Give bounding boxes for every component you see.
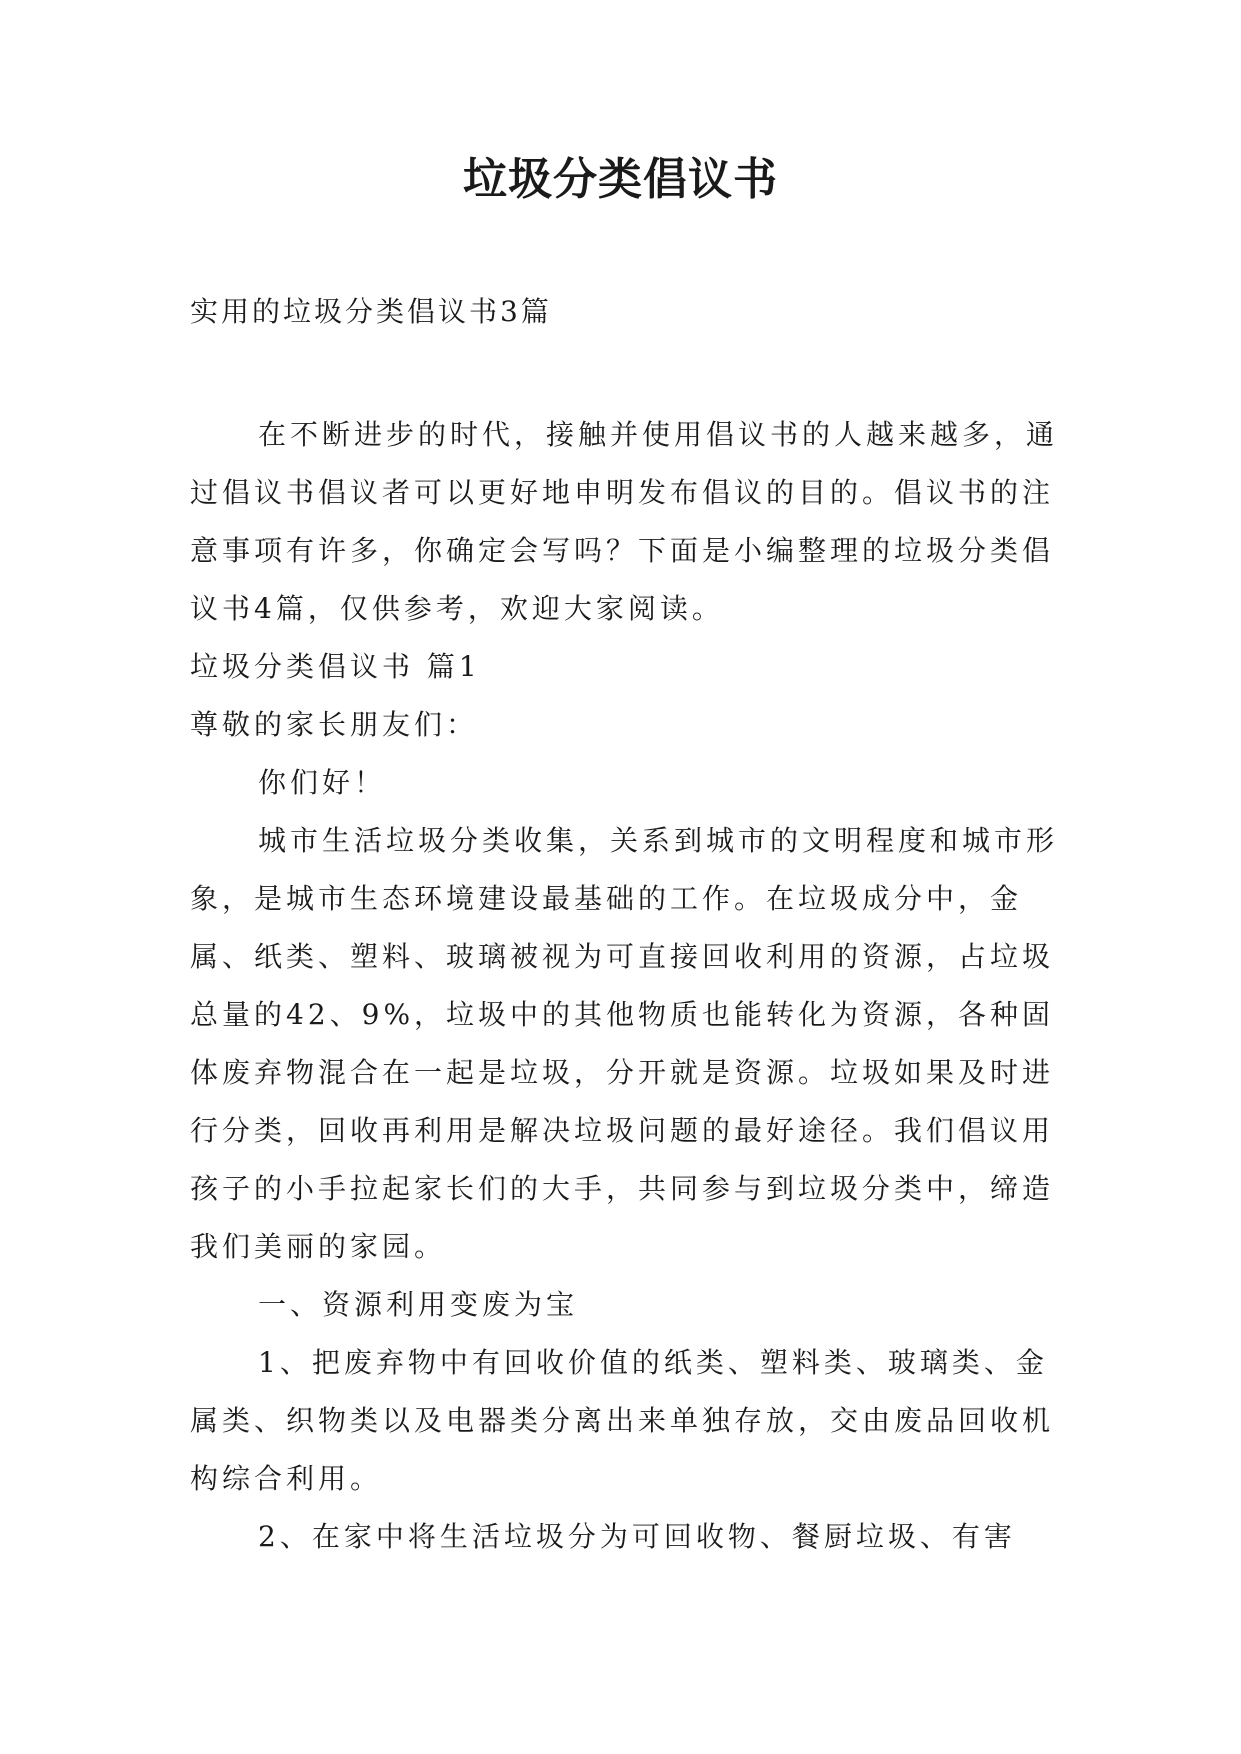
list-item: 2、在家中将生活垃圾分为可回收物、餐厨垃圾、有害: [258, 1520, 1016, 1553]
salutation: 尊敬的家长朋友们：: [190, 708, 479, 741]
list-item: 1、把废弃物中有回收价值的纸类、塑料类、玻璃类、金属类、织物类以及电器类分离出来单独存放，交由废品回收机构综合利用。: [190, 1346, 1055, 1495]
greeting: 你们好！: [258, 766, 387, 799]
document-subtitle: 实用的垃圾分类倡议书3篇: [190, 295, 552, 328]
section-heading: 垃圾分类倡议书 篇1: [190, 650, 481, 683]
body-paragraph: 城市生活垃圾分类收集，关系到城市的文明程度和城市形象，是城市生态环境建设最基础的工作。在垃圾成分中，金属、纸类、塑料、玻璃被视为可直接回收利用的资源，占垃圾总量的42、9%，垃圾中的其他物质也能转化为资源，各种固体废弃物混合在一起是垃圾，分开就是资源。垃圾如果及时进行分类，回收再利用是解决垃圾问题的最好途径。我们倡议用孩子的小手拉起家长们的大手，共同参与到垃圾分类中，缔造我们美丽的家园。: [190, 824, 1059, 1263]
intro-paragraph: 在不断进步的时代，接触并使用倡议书的人越来越多，通过倡议书倡议者可以更好地申明发布倡议的目的。倡议书的注意事项有许多，你确定会写吗？下面是小编整理的垃圾分类倡议书4篇，仅供参考，欢迎大家阅读。: [190, 418, 1059, 625]
document-body: [190, 406, 1060, 1566]
document-title: 垃圾分类倡议书: [463, 154, 778, 205]
subheading: 一、资源利用变废为宝: [258, 1288, 579, 1321]
